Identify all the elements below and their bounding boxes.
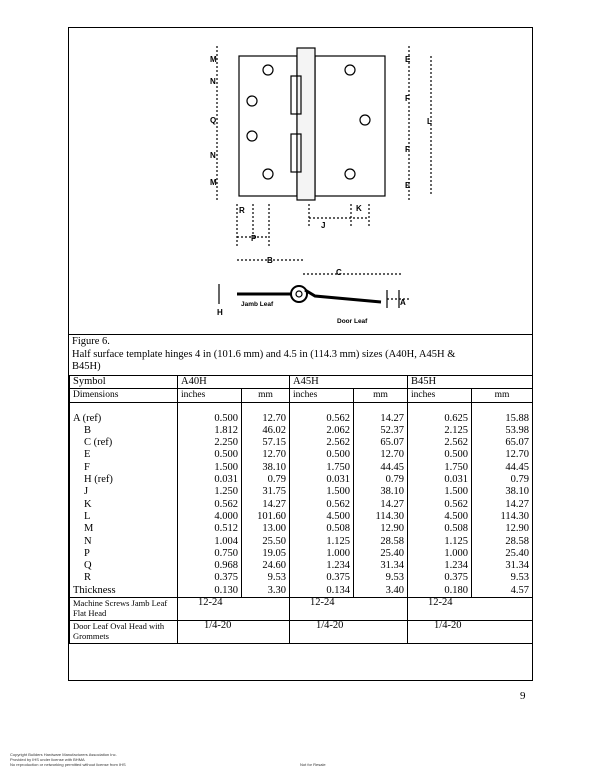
caption-text: Half surface template hinges 4 in (101.6 mm) and 4.5 in (114.3 mm) sizes (A40H, A45H & bbox=[72, 348, 456, 360]
mm-cell: 14.27 bbox=[472, 499, 533, 511]
door-screws-value: 1/4-20 bbox=[408, 621, 533, 644]
screw-hole bbox=[247, 131, 257, 141]
screw-hole bbox=[345, 65, 355, 75]
header-symbol: Symbol bbox=[70, 376, 178, 389]
table-row bbox=[70, 499, 533, 511]
mm-cell: 12.70 bbox=[472, 449, 533, 461]
symbol-cell: H (ref) bbox=[70, 474, 178, 486]
inches-cell: 2.562 bbox=[408, 437, 472, 449]
table-row bbox=[70, 413, 533, 425]
inches-cell: 1.125 bbox=[290, 536, 354, 548]
label-C: C bbox=[336, 268, 342, 277]
figure-caption bbox=[72, 336, 530, 374]
mm-cell: 25.40 bbox=[472, 548, 533, 560]
symbol-cell: P bbox=[70, 548, 178, 560]
mm-cell: 101.60 bbox=[242, 511, 290, 523]
inches-cell: 1.234 bbox=[290, 560, 354, 572]
inches-cell: 0.512 bbox=[178, 523, 242, 535]
knuckle-side bbox=[291, 286, 307, 302]
mm-cell: 65.07 bbox=[472, 437, 533, 449]
header-inches: inches bbox=[290, 389, 354, 402]
mm-cell: 31.75 bbox=[242, 486, 290, 498]
caption-text-cont: B45H) bbox=[72, 361, 101, 372]
symbol-cell: A (ref) bbox=[70, 413, 178, 425]
table-row bbox=[70, 437, 533, 449]
screw-hole bbox=[263, 169, 273, 179]
mm-cell: 3.30 bbox=[242, 585, 290, 598]
table-row bbox=[70, 462, 533, 474]
screw-hole bbox=[247, 96, 257, 106]
inches-cell: 1.812 bbox=[178, 425, 242, 437]
mm-cell: 57.15 bbox=[242, 437, 290, 449]
knuckle bbox=[297, 48, 315, 200]
symbol-cell: M bbox=[70, 523, 178, 535]
inches-cell: 0.562 bbox=[290, 499, 354, 511]
inches-cell: 4.500 bbox=[408, 511, 472, 523]
label-E-top: E bbox=[405, 55, 411, 64]
inches-cell: 4.000 bbox=[178, 511, 242, 523]
inches-cell: 0.134 bbox=[290, 585, 354, 598]
footer-reproduction: No reproduction or networking permitted without license from IHS bbox=[10, 762, 126, 767]
mm-cell: 31.34 bbox=[354, 560, 408, 572]
inches-cell: 1.500 bbox=[290, 486, 354, 498]
inches-cell: 0.500 bbox=[290, 449, 354, 461]
header-mm: mm bbox=[242, 389, 290, 402]
table-row bbox=[70, 486, 533, 498]
page-number: 9 bbox=[520, 690, 526, 702]
mm-cell: 12.70 bbox=[354, 449, 408, 461]
label-N-top: N bbox=[210, 77, 216, 86]
table-row bbox=[70, 536, 533, 548]
footer-license: Provided by IHS under license with BHMA bbox=[10, 757, 85, 762]
door-screws-label: Door Leaf Oval Head with Grommets bbox=[70, 621, 178, 644]
mm-cell: 38.10 bbox=[472, 486, 533, 498]
mm-cell: 9.53 bbox=[242, 572, 290, 584]
table-row bbox=[70, 511, 533, 523]
header-model: B45H bbox=[408, 376, 533, 389]
table-subheader-row bbox=[70, 389, 533, 402]
mm-cell: 114.30 bbox=[354, 511, 408, 523]
mm-cell: 28.58 bbox=[472, 536, 533, 548]
label-Q: Q bbox=[210, 116, 217, 125]
inches-cell: 0.500 bbox=[408, 449, 472, 461]
inches-cell: 2.062 bbox=[290, 425, 354, 437]
mm-cell: 12.90 bbox=[354, 523, 408, 535]
label-J: J bbox=[321, 221, 326, 230]
label-M-top: M bbox=[210, 55, 217, 64]
mm-cell: 0.79 bbox=[242, 474, 290, 486]
inches-cell: 0.375 bbox=[178, 572, 242, 584]
document-frame bbox=[68, 27, 533, 681]
mm-cell: 52.37 bbox=[354, 425, 408, 437]
label-N-bottom: N bbox=[210, 151, 216, 160]
table-row bbox=[70, 474, 533, 486]
inches-cell: 1.250 bbox=[178, 486, 242, 498]
label-M-bottom: M bbox=[210, 178, 217, 187]
inches-cell: 2.562 bbox=[290, 437, 354, 449]
header-mm: mm bbox=[472, 389, 533, 402]
caption-title: Figure 6. bbox=[72, 336, 110, 347]
inches-cell: 1.004 bbox=[178, 536, 242, 548]
inches-cell: 1.000 bbox=[290, 548, 354, 560]
table-row bbox=[70, 560, 533, 572]
mm-cell: 65.07 bbox=[354, 437, 408, 449]
screw-hole bbox=[345, 169, 355, 179]
mm-cell: 9.53 bbox=[354, 572, 408, 584]
jamb-screws-value: 12-24 bbox=[290, 598, 408, 621]
table-row bbox=[70, 572, 533, 584]
inches-cell: 1.500 bbox=[408, 486, 472, 498]
door-screws-value: 1/4-20 bbox=[290, 621, 408, 644]
mm-cell: 46.02 bbox=[242, 425, 290, 437]
jamb-screws-value: 12-24 bbox=[408, 598, 533, 621]
header-dimensions: Dimensions bbox=[70, 389, 178, 402]
inches-cell: 0.130 bbox=[178, 585, 242, 598]
table-row bbox=[70, 548, 533, 560]
table-row bbox=[70, 585, 533, 598]
header-inches: inches bbox=[408, 389, 472, 402]
screw-hole bbox=[360, 115, 370, 125]
table-row bbox=[70, 449, 533, 461]
symbol-cell: J bbox=[70, 486, 178, 498]
inches-cell: 0.508 bbox=[290, 523, 354, 535]
inches-cell: 0.562 bbox=[408, 499, 472, 511]
header-model: A40H bbox=[178, 376, 290, 389]
mm-cell: 24.60 bbox=[242, 560, 290, 572]
symbol-cell: N bbox=[70, 536, 178, 548]
inches-cell: 0.500 bbox=[178, 449, 242, 461]
mm-cell: 44.45 bbox=[354, 462, 408, 474]
inches-cell: 2.250 bbox=[178, 437, 242, 449]
table-row bbox=[70, 425, 533, 437]
mm-cell: 14.27 bbox=[242, 499, 290, 511]
mm-cell: 4.57 bbox=[472, 585, 533, 598]
inches-cell: 1.500 bbox=[178, 462, 242, 474]
table-row-jamb-screws bbox=[70, 598, 533, 621]
jamb-screws-label: Machine Screws Jamb Leaf Flat Head bbox=[70, 598, 178, 621]
symbol-cell: B bbox=[70, 425, 178, 437]
mm-cell: 38.10 bbox=[242, 462, 290, 474]
label-door-leaf: Door Leaf bbox=[337, 318, 368, 325]
mm-cell: 12.70 bbox=[242, 413, 290, 425]
inches-cell: 0.750 bbox=[178, 548, 242, 560]
symbol-cell: F bbox=[70, 462, 178, 474]
mm-cell: 12.70 bbox=[242, 449, 290, 461]
copyright-footer bbox=[10, 752, 126, 767]
inches-cell: 0.031 bbox=[290, 474, 354, 486]
label-K: K bbox=[356, 204, 362, 213]
mm-cell: 25.40 bbox=[354, 548, 408, 560]
inches-cell: 1.750 bbox=[408, 462, 472, 474]
header-inches: inches bbox=[178, 389, 242, 402]
symbol-cell: Thickness bbox=[70, 585, 178, 598]
resale-notice: Not for Resale bbox=[300, 762, 326, 767]
label-H: H bbox=[217, 308, 223, 317]
mm-cell: 31.34 bbox=[472, 560, 533, 572]
label-F-bottom: F bbox=[405, 145, 410, 154]
inches-cell: 1.125 bbox=[408, 536, 472, 548]
door-screws-value: 1/4-20 bbox=[178, 621, 290, 644]
screw-hole bbox=[263, 65, 273, 75]
mm-cell: 53.98 bbox=[472, 425, 533, 437]
table-header-row bbox=[70, 376, 533, 389]
inches-cell: 0.562 bbox=[290, 413, 354, 425]
hinge-drawing bbox=[69, 28, 532, 334]
inches-cell: 0.968 bbox=[178, 560, 242, 572]
mm-cell: 15.88 bbox=[472, 413, 533, 425]
header-mm: mm bbox=[354, 389, 408, 402]
jamb-screws-value: 12-24 bbox=[178, 598, 290, 621]
label-L: L bbox=[427, 117, 432, 126]
table-body bbox=[70, 413, 533, 598]
table-row bbox=[70, 523, 533, 535]
inches-cell: 0.180 bbox=[408, 585, 472, 598]
mm-cell: 44.45 bbox=[472, 462, 533, 474]
symbol-cell: L bbox=[70, 511, 178, 523]
mm-cell: 25.50 bbox=[242, 536, 290, 548]
label-E-bottom: E bbox=[405, 181, 411, 190]
table-spacer bbox=[70, 402, 533, 413]
inches-cell: 0.031 bbox=[178, 474, 242, 486]
jamb-leaf-plate bbox=[239, 56, 297, 196]
inches-cell: 1.750 bbox=[290, 462, 354, 474]
symbol-cell: C (ref) bbox=[70, 437, 178, 449]
symbol-cell: R bbox=[70, 572, 178, 584]
mm-cell: 19.05 bbox=[242, 548, 290, 560]
mm-cell: 13.00 bbox=[242, 523, 290, 535]
label-B: B bbox=[267, 256, 273, 265]
mm-cell: 0.79 bbox=[472, 474, 533, 486]
mm-cell: 3.40 bbox=[354, 585, 408, 598]
label-jamb-leaf: Jamb Leaf bbox=[241, 301, 274, 308]
mm-cell: 38.10 bbox=[354, 486, 408, 498]
mm-cell: 9.53 bbox=[472, 572, 533, 584]
inches-cell: 0.031 bbox=[408, 474, 472, 486]
footer-copyright: Copyright Builders Hardware Manufacturers Association Inc. bbox=[10, 752, 117, 757]
mm-cell: 114.30 bbox=[472, 511, 533, 523]
door-leaf-plate bbox=[315, 56, 385, 196]
mm-cell: 0.79 bbox=[354, 474, 408, 486]
table-row-door-screws bbox=[70, 621, 533, 644]
inches-cell: 0.625 bbox=[408, 413, 472, 425]
inches-cell: 0.375 bbox=[408, 572, 472, 584]
mm-cell: 12.90 bbox=[472, 523, 533, 535]
label-A: A bbox=[400, 298, 406, 307]
inches-cell: 4.500 bbox=[290, 511, 354, 523]
door-leaf-side bbox=[305, 290, 381, 302]
header-model: A45H bbox=[290, 376, 408, 389]
dimensions-table bbox=[69, 375, 533, 644]
hinge-figure bbox=[69, 28, 532, 335]
mm-cell: 14.27 bbox=[354, 413, 408, 425]
symbol-cell: E bbox=[70, 449, 178, 461]
mm-cell: 14.27 bbox=[354, 499, 408, 511]
inches-cell: 1.234 bbox=[408, 560, 472, 572]
inches-cell: 0.500 bbox=[178, 413, 242, 425]
label-P: P bbox=[251, 234, 257, 243]
label-R: R bbox=[239, 206, 245, 215]
label-F-top: F bbox=[405, 94, 410, 103]
inches-cell: 0.375 bbox=[290, 572, 354, 584]
mm-cell: 28.58 bbox=[354, 536, 408, 548]
symbol-cell: K bbox=[70, 499, 178, 511]
inches-cell: 1.000 bbox=[408, 548, 472, 560]
inches-cell: 0.562 bbox=[178, 499, 242, 511]
inches-cell: 2.125 bbox=[408, 425, 472, 437]
inches-cell: 0.508 bbox=[408, 523, 472, 535]
symbol-cell: Q bbox=[70, 560, 178, 572]
